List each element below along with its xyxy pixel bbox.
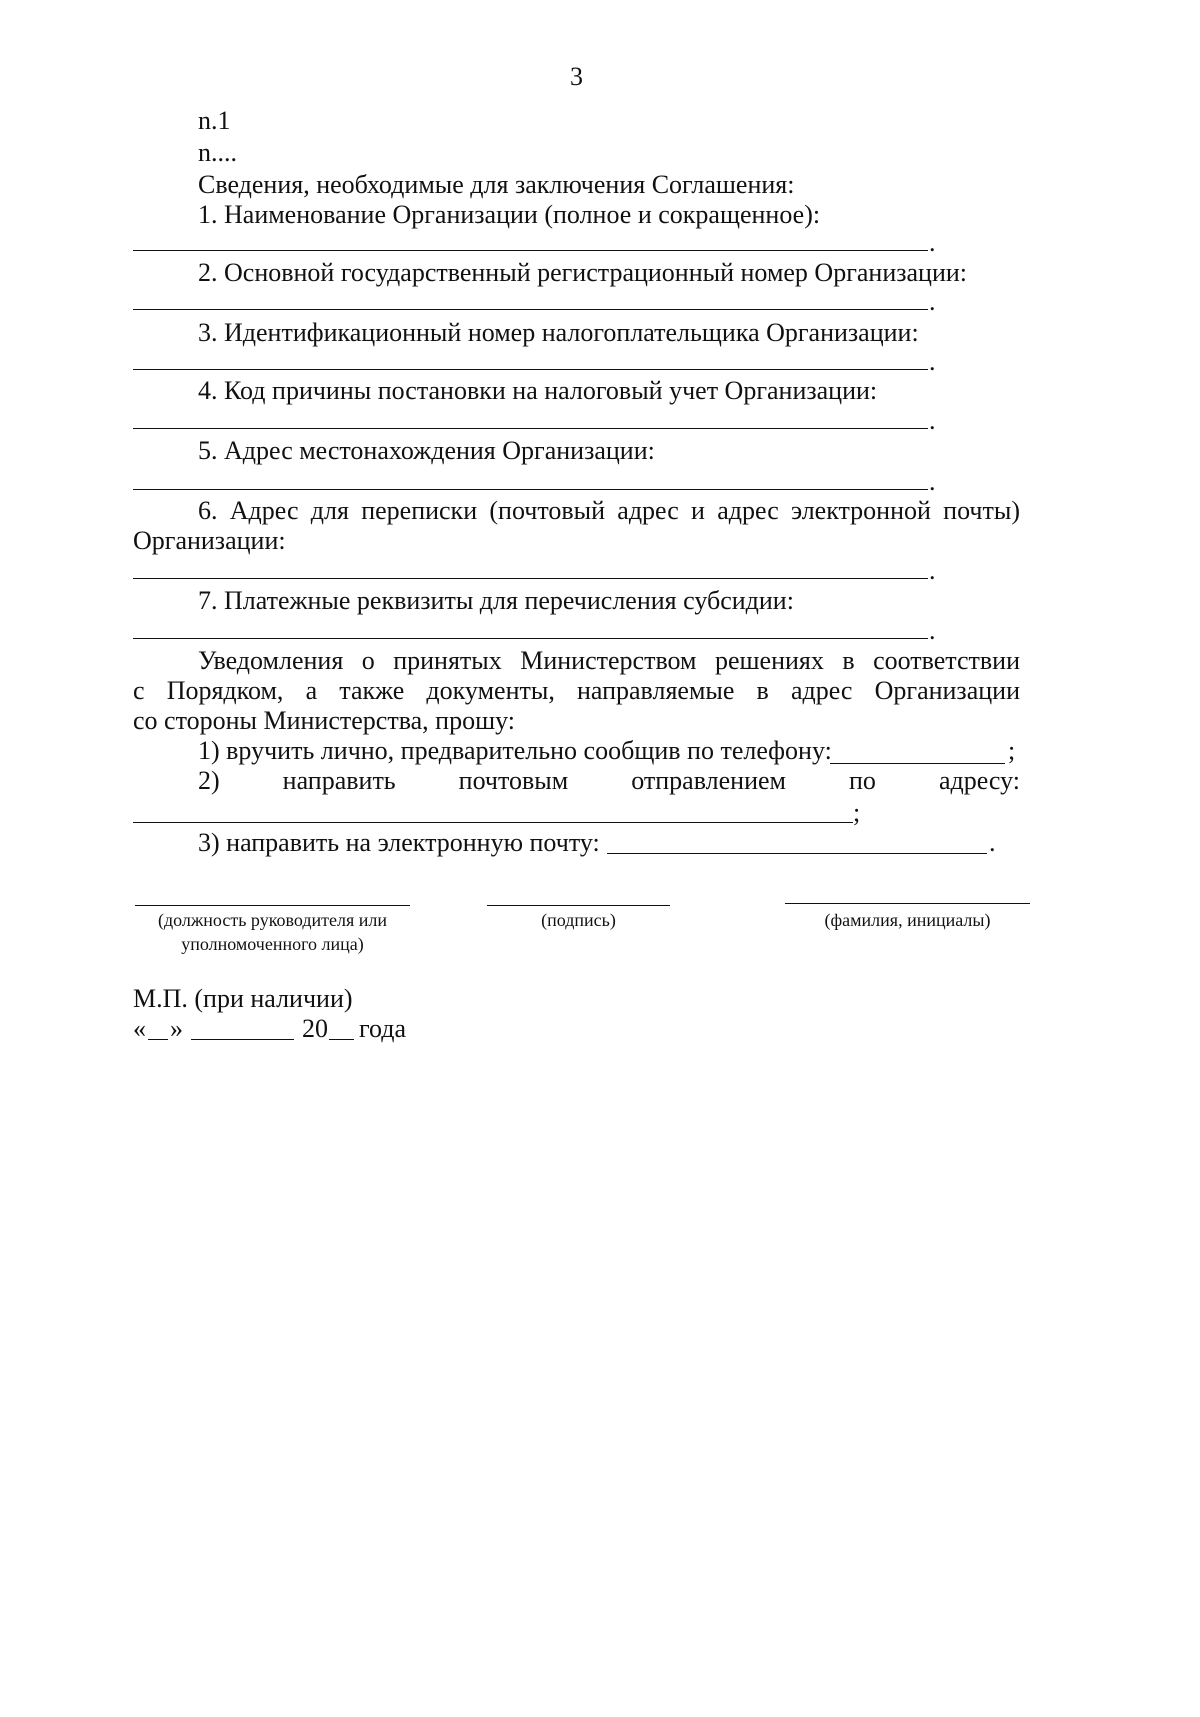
field-3-blank[interactable]: [133, 369, 928, 370]
field-2-blank[interactable]: [133, 309, 928, 310]
field-5-blank[interactable]: [133, 489, 928, 490]
name-signature-line[interactable]: [785, 903, 1030, 904]
phone-blank[interactable]: [830, 763, 1005, 764]
field-6-label: 6. Адрес для переписки (почтовый адрес и адрес электронной почты): [198, 496, 1020, 525]
date-day-blank[interactable]: [148, 1039, 168, 1040]
notice-line-3: со стороны Министерства, прошу:: [133, 706, 515, 735]
option-2-end: ;: [853, 798, 861, 827]
field-1-blank[interactable]: [133, 250, 928, 251]
intro-text: Сведения, необходимые для заключения Соглашения:: [198, 170, 795, 199]
field-7-end: .: [929, 616, 936, 645]
option-1-label: 1) вручить лично, предварительно сообщив по телефону:: [198, 736, 832, 765]
option-1-end: ;: [1008, 736, 1016, 765]
field-6-blank[interactable]: [133, 578, 928, 579]
sign-signature-line[interactable]: [487, 905, 670, 906]
field-6-end: .: [929, 556, 936, 585]
date-open-quote: «: [133, 1014, 146, 1043]
date-year-prefix: 20: [302, 1014, 328, 1043]
stamp-label: М.П. (при наличии): [133, 984, 353, 1013]
point-1: n.1: [198, 106, 231, 135]
option-2-label: 2) направить почтовым отправлением по адресу:: [198, 766, 1020, 795]
field-4-blank[interactable]: [133, 428, 928, 429]
sign-caption: (подпись): [541, 910, 616, 930]
field-2-label: 2. Основной государственный регистрационный номер Организации:: [198, 258, 968, 287]
field-7-label: 7. Платежные реквизиты для перечисления субсидии:: [198, 586, 794, 615]
page-number: 3: [570, 62, 583, 91]
notice-line-1: Уведомления о принятых Министерством решениях в соответствии: [198, 646, 1020, 675]
point-n: n....: [198, 138, 237, 167]
field-1-label: 1. Наименование Организации (полное и сокращенное):: [198, 200, 821, 229]
postal-address-blank[interactable]: [133, 822, 853, 823]
date-year-blank[interactable]: [329, 1039, 354, 1040]
field-3-end: .: [929, 347, 936, 376]
date-year-suffix: года: [359, 1014, 407, 1043]
field-3-label: 3. Идентификационный номер налогоплательщика Организации:: [198, 318, 919, 347]
notice-line-2: с Порядком, а также документы, направляемые в адрес Организации: [133, 676, 1020, 705]
field-4-end: .: [929, 406, 936, 435]
position-caption: (должность руководителя или уполномоченного лица): [157, 910, 388, 954]
option-3-end: .: [989, 828, 996, 857]
field-4-label: 4. Код причины постановки на налоговый учет Организации:: [198, 376, 878, 405]
field-5-end: .: [929, 467, 936, 496]
position-signature-line[interactable]: [135, 905, 410, 906]
field-6-label-cont: Организации:: [133, 526, 286, 555]
date-month-blank[interactable]: [191, 1039, 294, 1040]
field-5-label: 5. Адрес местонахождения Организации:: [198, 436, 655, 465]
field-1-end: .: [929, 228, 936, 257]
date-close-quote: »: [170, 1014, 183, 1043]
option-3-label: 3) направить на электронную почту:: [198, 828, 600, 857]
field-7-blank[interactable]: [133, 638, 928, 639]
email-blank[interactable]: [607, 853, 987, 854]
field-2-end: .: [929, 287, 936, 316]
name-caption: (фамилия, инициалы): [824, 910, 991, 930]
